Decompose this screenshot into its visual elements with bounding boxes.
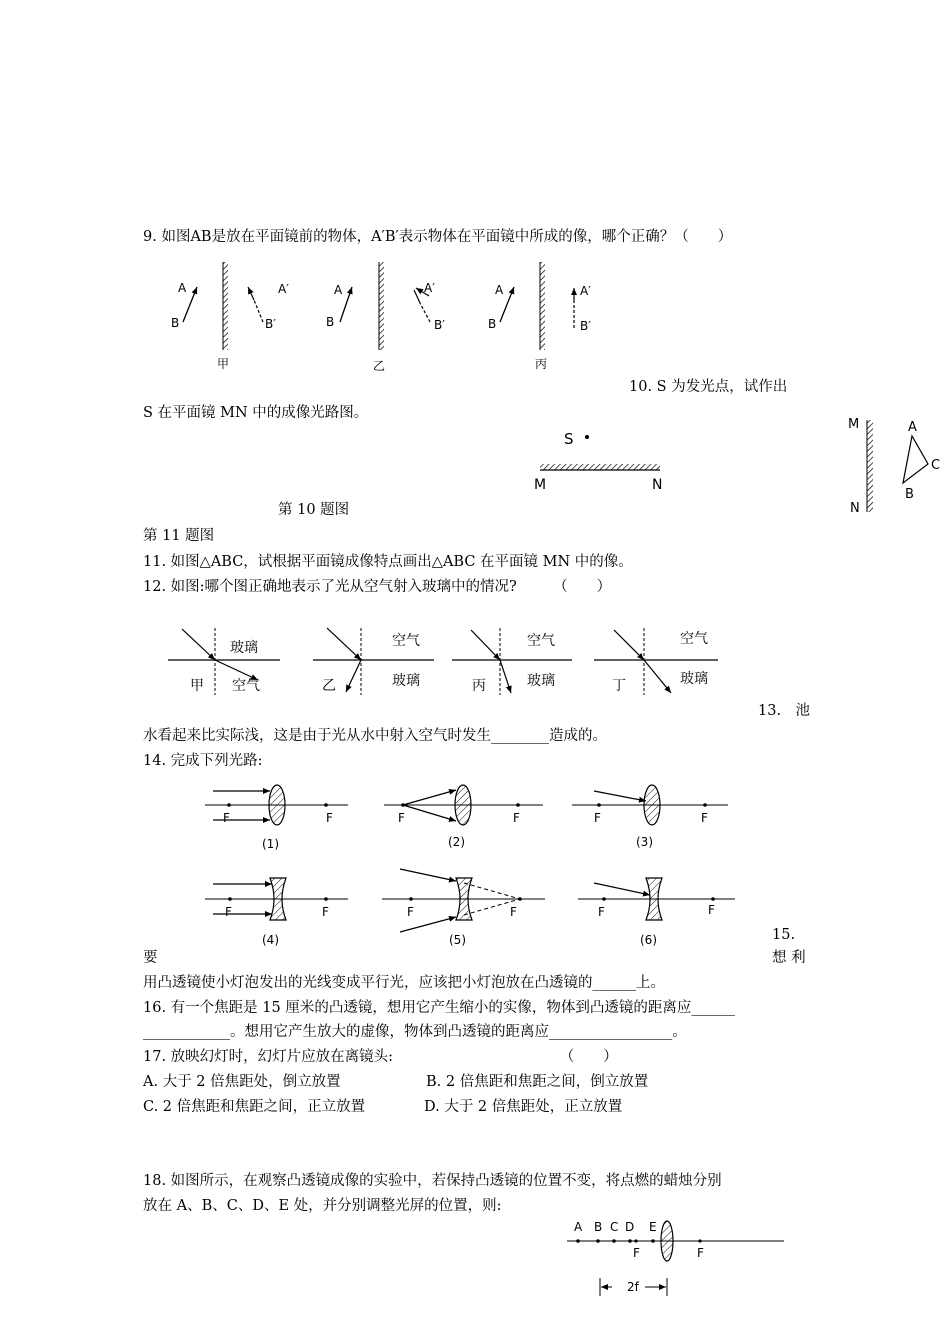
convex-lens [455,785,471,825]
focus-label: F [598,905,605,919]
q10-question-line2: S 在平面镜 MN 中的成像光路图。 [143,405,369,421]
label-n: N [850,501,860,516]
focus-label: F [594,811,601,825]
q14-diagram-6 [578,878,735,947]
diagram-caption: (4) [262,933,279,947]
mirror [223,262,228,350]
diagram-caption: (6) [640,933,657,947]
focus-label: F [510,905,517,919]
label-b-prime: B′ [265,317,276,331]
q15-question-line2: 用凸透镜使小灯泡发出的光线变成平行光，应该把小灯泡放在凸透镜的______上。 [143,975,665,991]
q17-question: 17. 放映幻灯时，幻灯片应放在离镜头: （ ） [143,1049,618,1065]
q12-panel-bing [452,628,572,695]
panel-name: 丁 [612,678,626,694]
q18-question-line1: 18. 如图所示，在观察凸透镜成像的实验中，若保持凸透镜的位置不变，将点燃的蜡烛分别 [143,1173,722,1189]
panel-name: 乙 [322,678,336,694]
q14-question: 14. 完成下列光路: [143,753,263,769]
q9-figure [171,262,591,373]
q11-figure-caption: 第 11 题图 [143,528,215,544]
q10-question-line1: 10. S 为发光点，试作出 [629,379,788,395]
lower-medium: 玻璃 [680,671,708,687]
q17-option-b: B. 2 倍焦距和焦距之间，倒立放置 [426,1074,649,1090]
focus-label: F [697,1246,704,1260]
lower-medium: 玻璃 [527,673,555,689]
q14-diagram-1 [205,785,348,851]
point-a: A [574,1220,583,1234]
label-n: N [652,477,663,493]
q12-panel-jia [168,628,280,695]
q18-question-line2: 放在 A、B、C、D、E 处，并分别调整光屏的位置，则: [143,1198,502,1214]
mirror-mn [540,464,660,470]
q18-figure [567,1220,784,1296]
q14-figure [205,785,735,947]
focus-label: F [701,811,708,825]
q12-question: 12. 如图:哪个图正确地表示了光从空气射入玻璃中的情况? （ ） [143,579,612,595]
q14-diagram-5 [382,869,545,947]
q17-option-c: C. 2 倍焦距和焦距之间，正立放置 [143,1099,366,1115]
diagram-caption: (1) [262,837,279,851]
q11-figure [848,417,940,516]
label-a: A [495,283,504,297]
lower-medium: 玻璃 [392,673,420,689]
diagram-caption: (5) [449,933,466,947]
label-a: A [908,420,917,435]
point-b: B [594,1220,603,1234]
label-a-prime: A′ [278,282,289,296]
label-b-prime: B′ [580,319,591,333]
point-e: E [649,1220,657,1234]
focus-label: F [398,811,405,825]
label-m: M [534,477,547,493]
mirror [540,262,545,350]
label-a-prime: A′ [424,281,435,295]
q16-question-line2: ____________。想用它产生放大的虚像，物体到凸透镜的距离应_________________。 [143,1024,687,1040]
q13-question-part1: 13. 池 [758,703,811,719]
focus-label: F [223,811,230,825]
upper-medium: 空气 [527,633,555,649]
q11-question: 11. 如图△ABC，试根据平面镜成像特点画出△ABC 在平面镜 MN 中的像。 [143,554,633,570]
upper-medium: 空气 [680,631,708,647]
q14-diagram-2 [384,785,543,849]
focus-label: F [633,1246,640,1260]
convex-lens [661,1221,673,1261]
q14-diagram-3 [572,785,728,849]
label-b: B [488,317,497,331]
q15-number: 15. [772,927,796,943]
q17-option-d: D. 大于 2 倍焦距处，正立放置 [424,1099,623,1115]
focus-label: F [225,905,232,919]
point-c: C [610,1220,619,1234]
label-a: A [178,281,187,295]
point-d: D [625,1220,635,1234]
focus-label: F [322,905,329,919]
triangle-abc [903,436,928,483]
q10-figure [534,430,662,493]
q15-part-b: 想 利 [772,950,806,966]
label-b: B [171,316,180,330]
mirror-mn [867,420,873,512]
q15-part-a: 要 [143,950,158,966]
label-b-prime: B′ [434,318,445,332]
diagram-caption: (2) [448,835,465,849]
label-m: M [848,417,860,432]
upper-medium: 玻璃 [230,640,258,656]
label-b: B [905,487,914,502]
q12-figure [168,628,718,695]
focus-label: F [513,811,520,825]
q9-question: 9. 如图AB是放在平面镜前的物体，A′B′表示物体在平面镜中所成的像，哪个正确？（ ） [143,229,733,245]
label-b: B [326,315,335,329]
upper-medium: 空气 [392,633,420,649]
option-name: 甲 [217,357,230,371]
q16-question-line1: 16. 有一个焦距是 15 厘米的凸透镜，想用它产生缩小的实像，物体到凸透镜的距离应______ [143,1000,735,1016]
label-c: C [931,458,941,473]
label-a-prime: A′ [580,284,591,298]
q14-diagram-4 [205,878,348,947]
option-name: 乙 [373,359,386,373]
panel-name: 丙 [472,678,486,694]
lower-medium: 空气 [232,678,260,694]
q12-panel-ding [594,628,718,695]
q9-option-yi [326,262,445,373]
panel-name: 甲 [190,678,204,694]
mirror [379,262,384,350]
q17-option-a: A. 大于 2 倍焦距处，倒立放置 [143,1074,341,1090]
focus-label: F [326,811,333,825]
q10-figure-caption: 第 10 题图 [278,502,350,518]
focus-label: F [708,903,715,917]
diagram-caption: (3) [636,835,653,849]
label-s: S [564,430,574,448]
label-a: A [334,283,343,297]
focus-label: F [407,905,414,919]
convex-lens [644,785,660,825]
q13-question-part2: 水看起来比实际浅，这是由于光从水中射入空气时发生________造成的。 [143,728,607,744]
two-f-label: 2f [627,1280,639,1294]
option-name: 丙 [535,357,548,371]
q12-panel-yi [313,628,434,695]
q9-option-jia [171,262,289,371]
light-source-point [585,435,589,439]
convex-lens [269,785,285,825]
q9-option-bing [488,262,591,371]
